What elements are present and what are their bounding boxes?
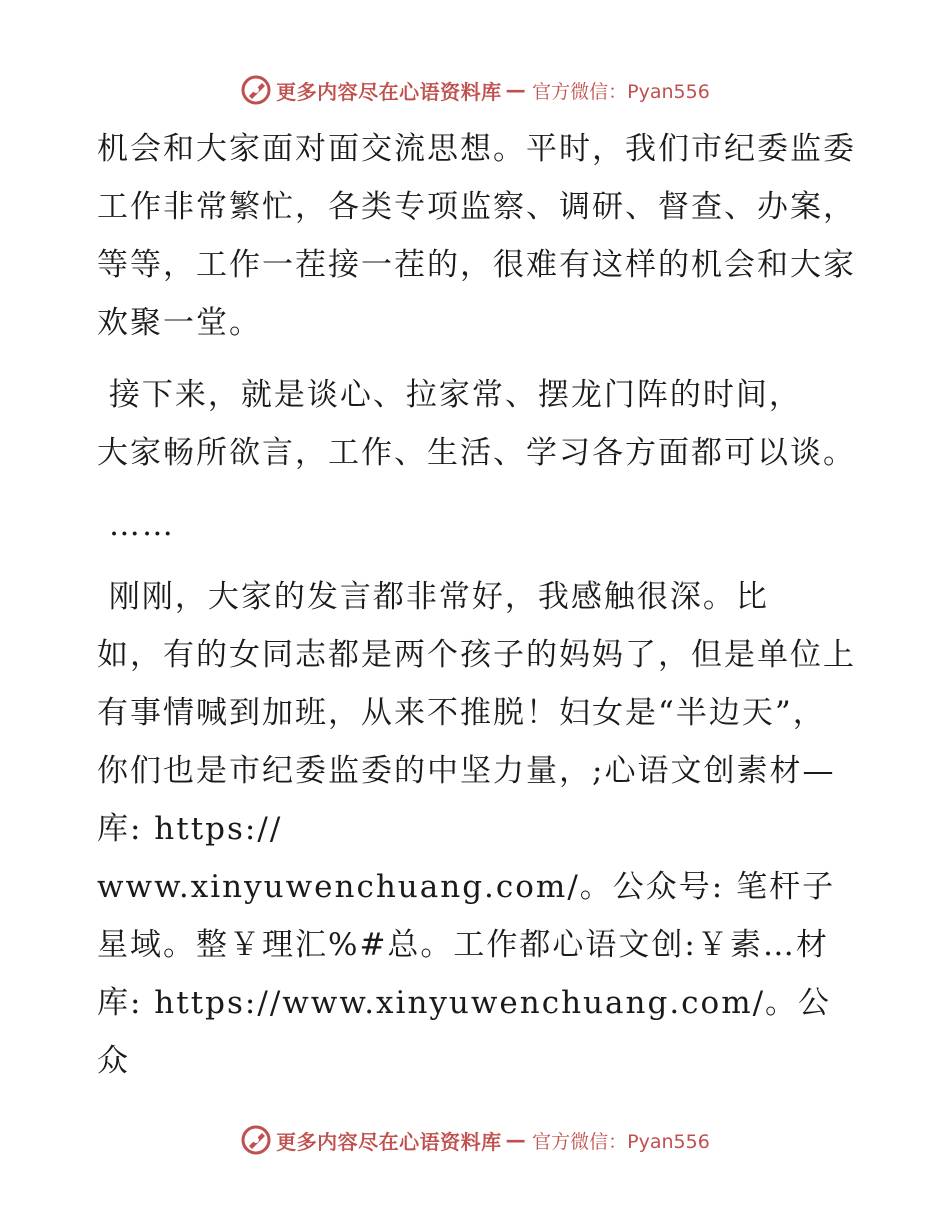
paragraph-1: 机会和大家面对面交流思想。平时，我们市纪委监委工作非常繁忙，各类专项监察、调研、督查、办案，等等，工作一茬接一茬的，很难有这样的机会和大家欢聚一堂。 — [97, 131, 856, 341]
brand-logo-icon — [240, 74, 272, 106]
footer-separator: — — [505, 1128, 527, 1152]
footer-logo-icon — [240, 1124, 272, 1156]
footer-wechat: 官方微信：Pyan556 — [532, 1130, 710, 1153]
footer-brand-text: 更多内容尽在心语资料库 — [276, 1129, 502, 1154]
header-brand — [240, 74, 710, 106]
footer-brand — [240, 1124, 710, 1156]
paragraph-4: 刚刚，大家的发言都非常好，我感触很深。比 如，有的女同志都是两个孩子的妈妈了，但是单位上有事情喊到加班，从来不推脱！妇女是“半边天”，你们也是市纪委监委的中坚力量，;心语文创素材—库: https:// www.xinyuwenchuang.com/。公众号: 笔杆子星域。整￥理汇%#总。工作都心语文创:￥素…材库: https://www.xinyuwenchuang.com/。公众 — [97, 579, 856, 1079]
page-header — [0, 70, 950, 110]
header-brand-text: 更多内容尽在心语资料库 — [276, 79, 502, 104]
document-body — [97, 120, 857, 1104]
header-wechat: 官方微信：Pyan556 — [532, 80, 710, 103]
paragraph-2: 接下来，就是谈心、拉家常、摆龙门阵的时间， 大家畅所欲言，工作、生活、学习各方面都可以谈。 — [97, 377, 856, 471]
page-footer — [0, 1120, 950, 1160]
header-separator: — — [505, 78, 527, 102]
paragraph-3: …… — [97, 507, 175, 543]
